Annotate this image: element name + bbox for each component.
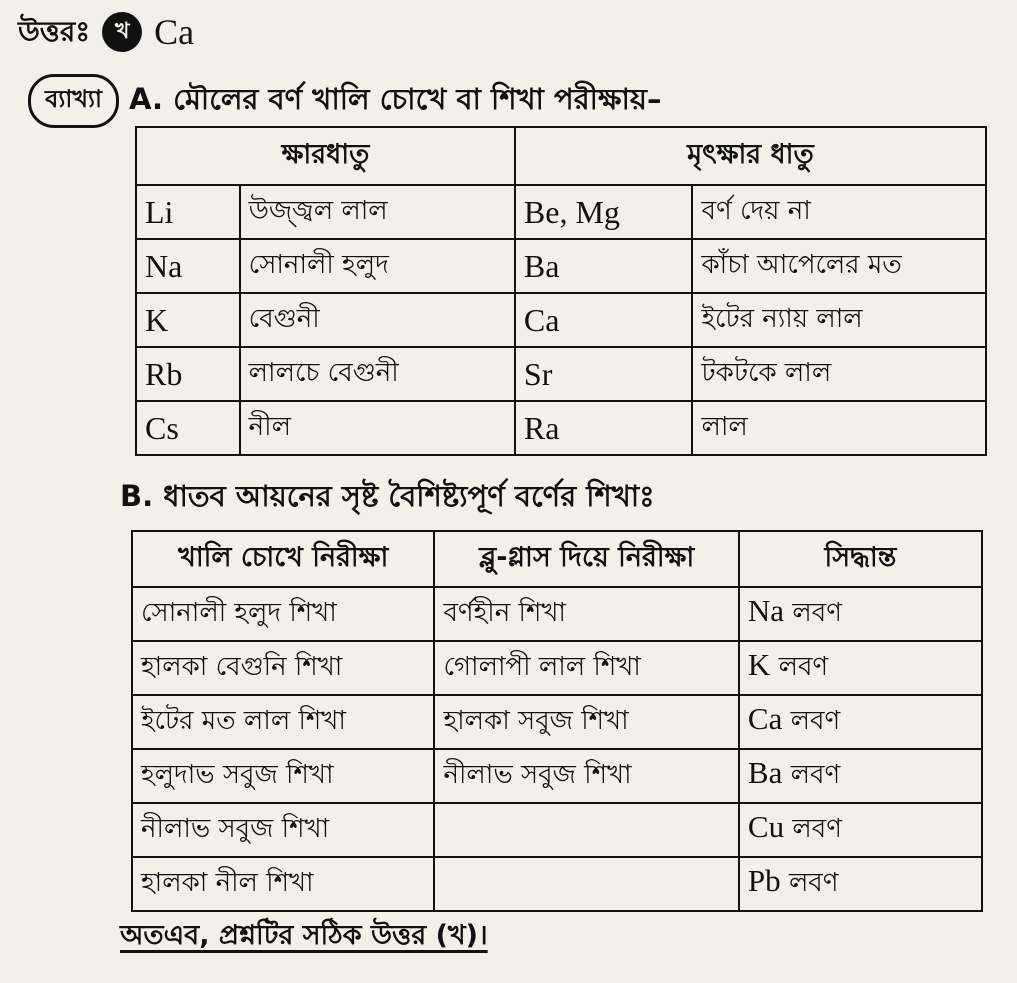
- blue-glass-observation: [434, 803, 738, 857]
- salt-conclusion: [739, 749, 982, 803]
- salt-word: লবণ: [792, 814, 842, 844]
- table-row: [132, 749, 982, 803]
- metal-symbol: K: [747, 647, 771, 682]
- salt-word: লবণ: [778, 652, 829, 682]
- explanation-heading-a: [28, 74, 661, 128]
- table-row: [132, 641, 982, 695]
- alkali-symbol: K: [136, 293, 240, 347]
- salt-conclusion: [739, 803, 982, 857]
- table-row: [132, 695, 982, 749]
- table-row: [136, 293, 986, 347]
- blue-glass-header: ব্লু-গ্লাস দিয়ে নিরীক্ষা: [434, 531, 738, 587]
- blue-glass-observation: হালকা সবুজ শিখা: [434, 695, 738, 749]
- metal-symbol: Ba: [747, 755, 783, 790]
- earth-symbol: Ra: [515, 401, 693, 455]
- salt-word: লবণ: [790, 706, 841, 736]
- salt-conclusion: [739, 641, 982, 695]
- earth-flame-color: লাল: [692, 401, 986, 455]
- alkali-flame-color: লালচে বেগুনী: [240, 347, 515, 401]
- earth-flame-color: কাঁচা আপেলের মত: [692, 239, 986, 293]
- flame-color-table-a: [135, 126, 987, 456]
- salt-conclusion: [739, 587, 982, 641]
- table-row: [136, 239, 986, 293]
- answer-line: [18, 6, 194, 58]
- answer-option-badge: খ: [102, 12, 142, 52]
- table-a-header-row: [136, 127, 986, 185]
- alkali-symbol: Rb: [136, 347, 240, 401]
- final-answer-statement: অতএব, প্রশ্নটির সঠিক উত্তর (খ)।: [120, 920, 488, 951]
- naked-eye-observation: সোনালী হলুদ শিখা: [132, 587, 434, 641]
- explanation-tag: ব্যাখ্যা: [28, 74, 119, 128]
- alkali-flame-color: সোনালী হলুদ: [240, 239, 515, 293]
- conclusion-header: সিদ্ধান্ত: [739, 531, 982, 587]
- table-row: [136, 347, 986, 401]
- alkali-flame-color: উজ্জ্বল লাল: [240, 185, 515, 239]
- earth-flame-color: বর্ণ দেয় না: [692, 185, 986, 239]
- alkali-flame-color: নীল: [240, 401, 515, 455]
- table-row: [132, 803, 982, 857]
- table-row: [136, 401, 986, 455]
- metal-symbol: Na: [747, 593, 785, 628]
- section-a-heading: A. মৌলের বর্ণ খালি চোখে বা শিখা পরীক্ষায়–: [128, 81, 662, 116]
- salt-word: লবণ: [792, 598, 842, 628]
- salt-conclusion: [739, 695, 982, 749]
- section-b-heading: B. ধাতব আয়নের সৃষ্ট বৈশিষ্ট্যপূর্ণ বর্ণের শিখাঃ: [120, 479, 655, 513]
- answer-value: Ca: [154, 12, 195, 52]
- alkali-symbol: Li: [136, 185, 240, 239]
- answer-label: উত্তরঃ: [18, 15, 91, 48]
- metal-symbol: Cu: [747, 809, 785, 844]
- blue-glass-observation: [434, 857, 738, 911]
- blue-glass-observation: গোলাপী লাল শিখা: [434, 641, 738, 695]
- alkaline-earth-metal-header: মৃৎক্ষার ধাতু: [515, 127, 986, 185]
- naked-eye-observation: হলুদাভ সবুজ শিখা: [132, 749, 434, 803]
- table-row: [136, 185, 986, 239]
- flame-test-table-b: [131, 530, 983, 912]
- table-b-header-row: [132, 531, 982, 587]
- table-row: [132, 857, 982, 911]
- salt-conclusion: [739, 857, 982, 911]
- earth-symbol: Ba: [515, 239, 693, 293]
- earth-symbol: Sr: [515, 347, 693, 401]
- earth-symbol: Be, Mg: [515, 185, 693, 239]
- alkali-symbol: Cs: [136, 401, 240, 455]
- metal-symbol: Ca: [747, 701, 783, 736]
- metal-symbol: Pb: [747, 863, 781, 898]
- blue-glass-observation: নীলাভ সবুজ শিখা: [434, 749, 738, 803]
- naked-eye-observation: ইটের মত লাল শিখা: [132, 695, 434, 749]
- naked-eye-header: খালি চোখে নিরীক্ষা: [132, 531, 434, 587]
- earth-symbol: Ca: [515, 293, 693, 347]
- salt-word: লবণ: [788, 868, 839, 898]
- earth-flame-color: টকটকে লাল: [692, 347, 986, 401]
- naked-eye-observation: হালকা নীল শিখা: [132, 857, 434, 911]
- table-row: [132, 587, 982, 641]
- naked-eye-observation: হালকা বেগুনি শিখা: [132, 641, 434, 695]
- blue-glass-observation: বর্ণহীন শিখা: [434, 587, 738, 641]
- naked-eye-observation: নীলাভ সবুজ শিখা: [132, 803, 434, 857]
- alkali-metal-header: ক্ষারধাতু: [136, 127, 515, 185]
- earth-flame-color: ইটের ন্যায় লাল: [692, 293, 986, 347]
- alkali-flame-color: বেগুনী: [240, 293, 515, 347]
- alkali-symbol: Na: [136, 239, 240, 293]
- salt-word: লবণ: [790, 760, 841, 790]
